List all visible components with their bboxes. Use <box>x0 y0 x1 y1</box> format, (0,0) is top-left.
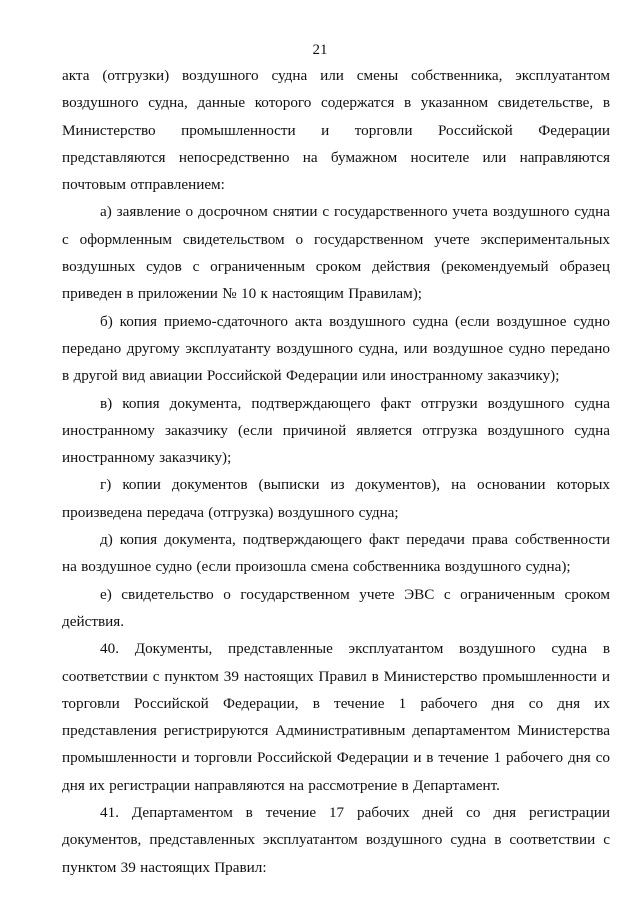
list-item-a: а) заявление о досрочном снятии с государственного учета воздушного судна с оформленным свидетельством о государственном учете экспериментальных воздушных судов с ограниченным сроком действия (рекомендуемый образец приведен в приложении № 10 к настоящим Правилам); <box>62 203 610 303</box>
list-item-b: б) копия приемо-сдаточного акта воздушного судна (если воздушное судно передано другому эксплуатанту воздушного судна, или воздушное судно передано в другой вид авиации Российской Федерации или иностранному заказчику); <box>62 312 610 385</box>
clause-41: 41. Департаментом в течение 17 рабочих дней со дня регистрации документов, представленных эксплуатантом воздушного судна в соответствии с пунктом 39 настоящих Правил: <box>62 804 610 876</box>
document-body <box>62 62 610 881</box>
list-item-e: е) свидетельство о государственном учете ЭВС с ограниченным сроком действия. <box>62 585 610 630</box>
paragraph-intro: акта (отгрузки) воздушного судна или смены собственника, эксплуатантом воздушного судна, данные которого содержатся в указанном свидетельстве, в Министерство промышленности и торговли Российской Федерации представляются непосредственно на бумажном носителе или направляются почтовым отправлением: <box>62 67 610 194</box>
list-item-d: д) копия документа, подтверждающего факт передачи права собственности на воздушное судно (если произошла смена собственника воздушного судна); <box>62 531 610 576</box>
page-number: 21 <box>312 42 328 58</box>
clause-40: 40. Документы, представленные эксплуатантом воздушного судна в соответствии с пунктом 39 настоящих Правил в Министерство промышленности и торговли Российской Федерации, в течение 1 рабочего дня со дня их представления регистрируются Административным департаментом Министерства промышленности и торговли Российской Федерации и в течение 1 рабочего дня со дня их регистрации направляются на рассмотрение в Департамент. <box>62 640 610 794</box>
list-item-v: в) копия документа, подтверждающего факт отгрузки воздушного судна иностранному заказчику (если причиной является отгрузка воздушного судна иностранному заказчику); <box>62 394 610 467</box>
list-item-g: г) копии документов (выписки из документов), на основании которых произведена передача (отгрузка) воздушного судна; <box>62 476 610 521</box>
